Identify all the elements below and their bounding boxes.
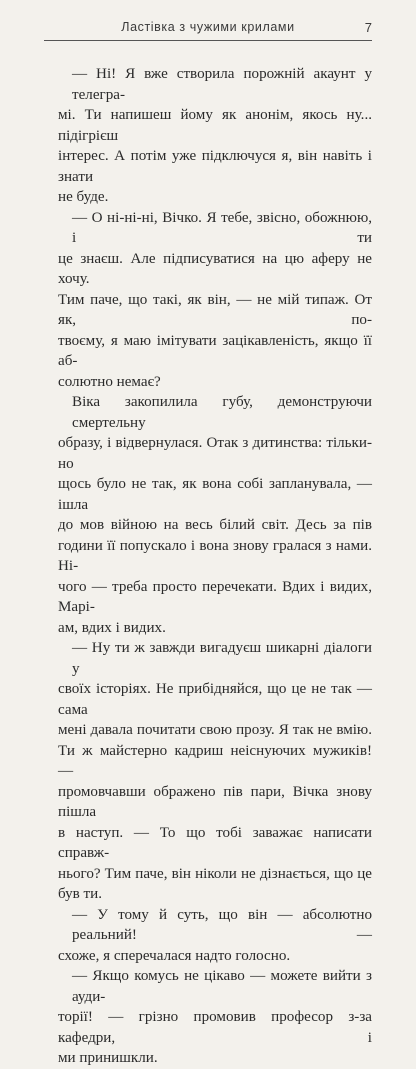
- text-line: чого — треба просто перечекати. Вдих і видих, Марі-: [58, 578, 372, 615]
- text-line: це знаєш. Але підписуватися на цю аферу не хочу.: [58, 250, 372, 287]
- text-line: нього? Тим паче, він ніколи не дізнається, що це: [58, 865, 372, 882]
- text-line: торії! — грізно промовив професор з-за кафедри, і: [58, 1009, 372, 1046]
- header-rule: [44, 40, 372, 41]
- page-header: [0, 20, 416, 40]
- text-line: ам, вдих і видих.: [58, 619, 166, 636]
- text-line: промовчавши ображено пів пари, Вічка знову пішла: [58, 783, 372, 820]
- text-line: в наступ. — То що тобі заважає написати справж-: [58, 824, 372, 861]
- text-line: — Якщо комусь не цікаво — можете вийти з ауди-: [72, 968, 372, 1005]
- text-line: мені давала почитати свою прозу. Я так не вмію.: [58, 722, 372, 738]
- text-line: — Ну ти ж завжди вигадуєш шикарні діалоги у: [72, 640, 372, 677]
- text-line: образу, і відвернулася. Отак з дитинства: тільки-но: [58, 435, 372, 472]
- text-line: ми принишкли.: [58, 1050, 158, 1066]
- text-line: — У тому й суть, що він — абсолютно реальний! —: [72, 906, 372, 943]
- text-line: щось було не так, як вона собі запланувала, — ішла: [58, 476, 372, 513]
- text-line: Віка закопилила губу, демонструючи смертельну: [72, 394, 372, 431]
- page-body: [58, 64, 372, 1069]
- text-line: мі. Ти напишеш йому як анонім, якось ну... підігрієш: [58, 107, 372, 144]
- text-line: Ти ж майстерно кадриш неіснуючих мужиків! —: [58, 742, 372, 779]
- text-line: схоже, я сперечалася надто голосно.: [58, 947, 291, 964]
- text-line: — Ні! Я вже створила порожній акаунт у телегра-: [72, 66, 372, 103]
- text-line: — О ні-ні-ні, Вічко. Я тебе, звісно, обожнюю, і ти: [72, 209, 372, 246]
- text-line: інтерес. А потім уже підключуся я, він навіть і знати: [58, 148, 372, 185]
- running-title: Ластівка з чужими крилами: [121, 20, 295, 34]
- text-line: солютно немає?: [58, 373, 161, 390]
- text-line: був ти.: [58, 886, 102, 902]
- text-line: твоєму, я маю імітувати зацікавленість, якщо її аб-: [58, 332, 372, 369]
- text-line: Тим паче, що такі, як він, — не мій типаж. От як, по-: [58, 291, 372, 328]
- text-line: години її попускало і вона знову гралася з нами. Ні-: [58, 537, 372, 574]
- page-number: 7: [364, 20, 372, 35]
- text-line: своїх історіях. Не прибідняйся, що це не так — сама: [58, 681, 372, 718]
- text-line: до мов війною на весь білий світ. Десь за пів: [58, 517, 372, 533]
- text-line: не буде.: [58, 189, 109, 205]
